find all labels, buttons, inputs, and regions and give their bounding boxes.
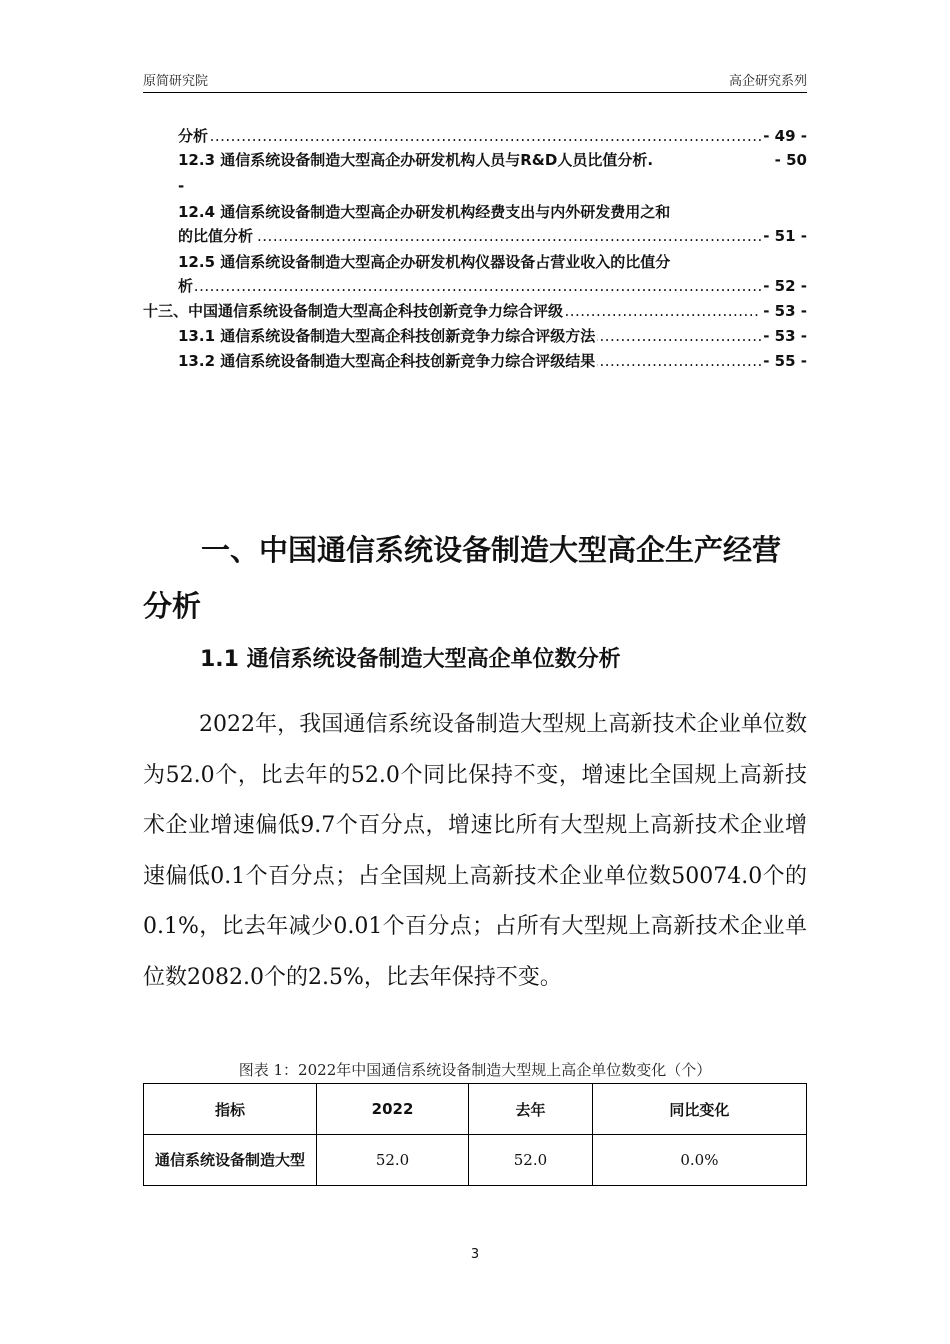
toc-entry[interactable] [178, 148, 807, 172]
toc-entry-text: 的比值分析 [178, 227, 254, 245]
column-header: 同比变化 [592, 1084, 806, 1135]
data-table [143, 1083, 807, 1186]
toc-entry-page: - 50 [773, 148, 807, 172]
page-number: 3 [470, 1247, 480, 1262]
row-header-cell: 通信系统设备制造大型 [144, 1135, 317, 1186]
table-row [144, 1135, 807, 1186]
toc-entry-text: 十三、中国通信系统设备制造大型高企科技创新竞争力综合评级 [143, 302, 564, 320]
toc-entry[interactable] [178, 324, 807, 348]
table-cell: 52.0 [469, 1135, 593, 1186]
toc-entry-text: 析 [178, 277, 194, 295]
toc-entry-text: 12.3 通信系统设备制造大型高企办研发机构人员与R&D人员比值分析. [178, 151, 654, 169]
toc-entry[interactable] [178, 250, 807, 274]
body-paragraph: 2022年，我国通信系统设备制造大型规上高新技术企业单位数为52.0个，比去年的52.0个同比保持不变，增速比全国规上高新技术企业增速偏低9.7个百分点，增速比所有大型规上高新技术企业增速偏低0.1个百分点；占全国规上高新技术企业单位数50074.0个的0.1%，比去年减少0.01个百分点；占所有大型规上高新技术企业单位数2082.0个的2.5%，比去年保持不变。 [143, 712, 807, 990]
table-cell: 52.0 [317, 1135, 469, 1186]
section-heading: 1.1 通信系统设备制造大型高企单位数分析 [200, 647, 621, 672]
chapter-heading: 一、中国通信系统设备制造大型高企生产经营分析 [143, 533, 782, 623]
column-header: 指标 [144, 1084, 317, 1135]
toc-entry-continuation [178, 174, 807, 198]
toc-entry-page: - 53 - [761, 299, 807, 323]
header-left-text: 原简研究院 [143, 74, 209, 89]
toc-entry-continuation[interactable] [178, 274, 807, 298]
toc-entry-text: 12.4 通信系统设备制造大型高企办研发机构经费支出与内外研发费用之和 [178, 203, 671, 221]
header-right-text: 高企研究系列 [728, 74, 807, 89]
toc-entry-text: 分析 [178, 127, 209, 145]
toc-entry-page: - 52 - [761, 274, 807, 298]
toc-entry-continuation[interactable] [178, 224, 807, 248]
table-caption: 图表 1：2022年中国通信系统设备制造大型规上高企单位数变化（个） [238, 1061, 712, 1079]
toc-entry[interactable] [143, 299, 807, 323]
toc-entry-page: - 55 - [761, 349, 807, 373]
column-header: 去年 [469, 1084, 593, 1135]
page-header [143, 66, 807, 93]
toc-entry-text: 12.5 通信系统设备制造大型高企办研发机构仪器设备占营业收入的比值分 [178, 253, 671, 271]
toc-entry-page: - 53 - [761, 324, 807, 348]
table-cell: 0.0% [592, 1135, 806, 1186]
toc-entry-text: - [178, 177, 185, 195]
toc-entry-page: - 49 - [761, 124, 807, 148]
toc-entry[interactable] [178, 349, 807, 373]
toc-entry-page: - 51 - [761, 224, 807, 248]
toc-entry-text: 13.1 通信系统设备制造大型高企科技创新竞争力综合评级方法 [178, 327, 596, 345]
toc-entry[interactable] [178, 200, 807, 224]
toc-entry[interactable] [178, 124, 807, 148]
table-header-row [144, 1084, 807, 1135]
column-header: 2022 [317, 1084, 469, 1135]
toc-entry-text: 13.2 通信系统设备制造大型高企科技创新竞争力综合评级结果 [178, 352, 596, 370]
